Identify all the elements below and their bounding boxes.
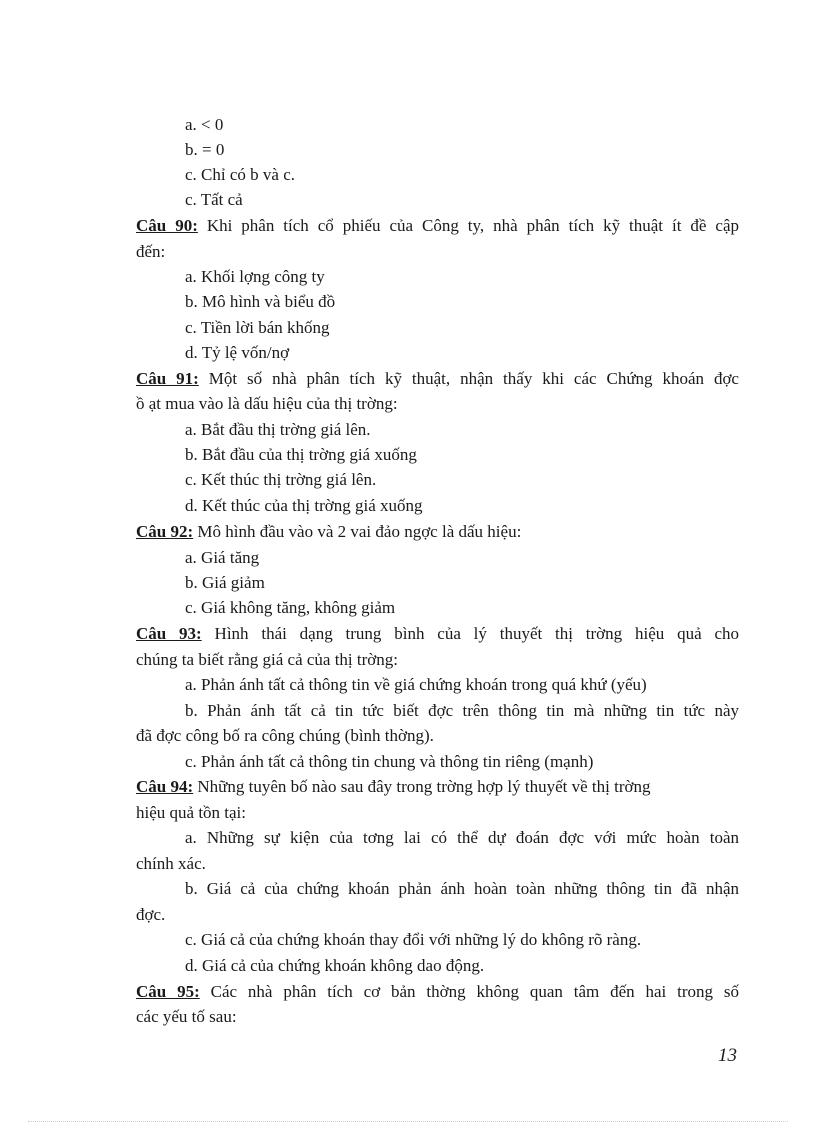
question-label: Câu 95: [136, 982, 200, 1001]
answer-line: c. Giá cả của chứng khoán thay đổi với những lý do không rõ ràng. [185, 930, 642, 949]
question-label: Câu 92: [136, 522, 194, 541]
answer-line: c. Tất cả [185, 190, 243, 209]
question-93: Câu 93: Hình thái dạng trung bình của lý thuyết thị trờng hiệu quả cho [136, 624, 739, 643]
question-91: Câu 91: Một số nhà phân tích kỹ thuật, nhận thấy khi các Chứng khoán đợc [136, 369, 739, 388]
answer-line: b. Giá cả của chứng khoán phản ánh hoàn toàn những thông tin đã nhận [185, 879, 739, 898]
answer-line: b. Giá giảm [185, 573, 265, 592]
question-label: Câu 91: [136, 369, 199, 388]
answer-line: c. Giá không tăng, không giảm [185, 598, 396, 617]
footer-divider [28, 1121, 788, 1122]
answer-line: a. Những sự kiện của tơng lai có thể dự đoán đợc với mức hoàn toàn [185, 828, 739, 847]
answer-line: c. Kết thúc thị trờng giá lên. [185, 470, 377, 489]
answer-line: b. Mô hình và biểu đồ [185, 292, 336, 311]
question-label: Câu 90: [136, 216, 198, 235]
page-number: 13 [718, 1045, 737, 1066]
question-text-cont: chúng ta biết rằng giá cả của thị trờng: [136, 650, 399, 669]
answer-line: a. Bắt đầu thị trờng giá lên. [185, 420, 371, 439]
answer-line: c. Tiền lời bán khống [185, 318, 330, 337]
answer-line: a. Khối lợng công ty [185, 267, 325, 286]
answer-line: a. Phản ánh tất cả thông tin về giá chứng khoán trong quá khứ (yếu) [185, 675, 647, 694]
question-text-cont: đến: [136, 242, 166, 261]
question-label: Câu 94: [136, 777, 194, 796]
question-label: Câu 93: [136, 624, 202, 643]
question-90: Câu 90: Khi phân tích cổ phiếu của Công ty, nhà phân tích kỹ thuật ít đề cập [136, 216, 739, 235]
answer-line: a. < 0 [185, 115, 224, 134]
answer-line: d. Giá cả của chứng khoán không dao động. [185, 956, 485, 975]
answer-line: d. Tỷ lệ vốn/nợ [185, 343, 290, 362]
answer-line: b. = 0 [185, 140, 225, 159]
answer-text-cont: đợc. [136, 905, 166, 924]
answer-line: a. Giá tăng [185, 548, 260, 567]
answer-text-cont: đã đợc công bố ra công chúng (bình thờng). [136, 726, 434, 745]
question-95: Câu 95: Các nhà phân tích cơ bản thờng không quan tâm đến hai trong số [136, 982, 739, 1001]
answer-line: d. Kết thúc của thị trờng giá xuống [185, 496, 423, 515]
question-text-cont: các yếu tố sau: [136, 1007, 237, 1026]
question-94: Câu 94: Những tuyên bố nào sau đây trong trờng hợp lý thuyết về thị trờng [136, 777, 651, 796]
question-92: Câu 92: Mô hình đầu vào và 2 vai đảo ngợc là dấu hiệu: [136, 522, 522, 541]
question-text-cont: hiệu quả tồn tại: [136, 803, 247, 822]
answer-line: c. Phản ánh tất cả thông tin chung và thông tin riêng (mạnh) [185, 752, 594, 771]
answer-line: b. Phản ánh tất cả tin tức biết đợc trên thông tin mà những tin tức này [185, 701, 739, 720]
answer-text-cont: chính xác. [136, 854, 206, 873]
answer-line: b. Bắt đầu của thị trờng giá xuống [185, 445, 417, 464]
question-text-cont: ồ ạt mua vào là dấu hiệu của thị trờng: [136, 394, 398, 413]
answer-line: c. Chỉ có b và c. [185, 165, 295, 184]
